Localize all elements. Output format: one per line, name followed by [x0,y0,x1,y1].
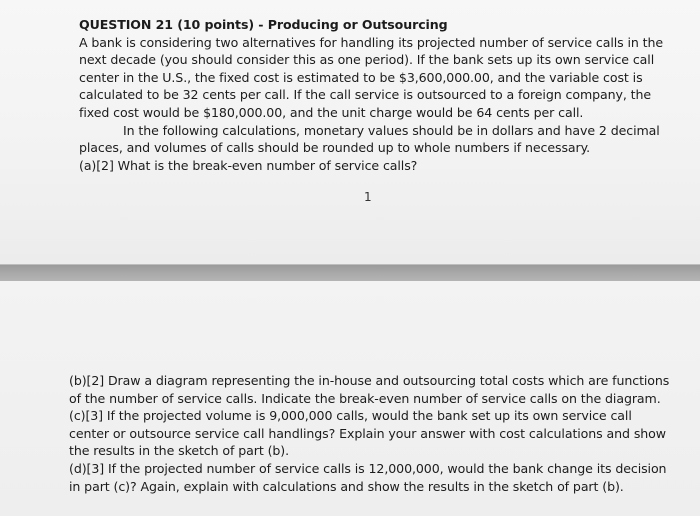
part-c-line: (c)[3] If the projected volume is 9,000,000 calls, would the bank set up its own service call [69,408,632,424]
question-body-line: A bank is considering two alternatives for handling its projected number of service calls in the [79,34,664,50]
question-block [79,16,664,174]
part-d-line: in part (c)? Again, explain with calculations and show the results in the sketch of part (b). [69,478,624,494]
question-body-line: fixed cost would be $180,000.00, and the unit charge would be 64 cents per call. [79,104,584,120]
instruction-line: places, and volumes of calls should be rounded up to whole numbers if necessary. [79,140,591,156]
parts-bcd-block [69,372,669,495]
question-body-line: next decade (you should consider this as one period). If the bank sets up its own service call [79,52,655,68]
part-d-line: (d)[3] If the projected number of service calls is 12,000,000, would the bank change its decision [69,460,667,476]
part-c-line: center or outsource service call handlings? Explain your answer with cost calculations and show [69,425,666,441]
part-c-line: the results in the sketch of part (b). [69,443,290,459]
instruction-line: In the following calculations, monetary values should be in dollars and have 2 decimal [123,122,660,138]
page-number: 1 [364,190,372,204]
sheet-divider [0,265,700,281]
question-heading: QUESTION 21 (10 points) - Producing or Outsourcing [79,17,448,32]
question-body-line: center in the U.S., the fixed cost is estimated to be $3,600,000.00, and the variable cost is [79,69,643,85]
part-b-line: (b)[2] Draw a diagram representing the in-house and outsourcing total costs which are functions [69,373,670,388]
question-body-line: calculated to be 32 cents per call. If the call service is outsourced to a foreign company, the [79,87,652,103]
part-a-question: (a)[2] What is the break-even number of service calls? [79,157,418,173]
part-b-line: of the number of service calls. Indicate the break-even number of service calls on the diagram. [69,390,661,406]
